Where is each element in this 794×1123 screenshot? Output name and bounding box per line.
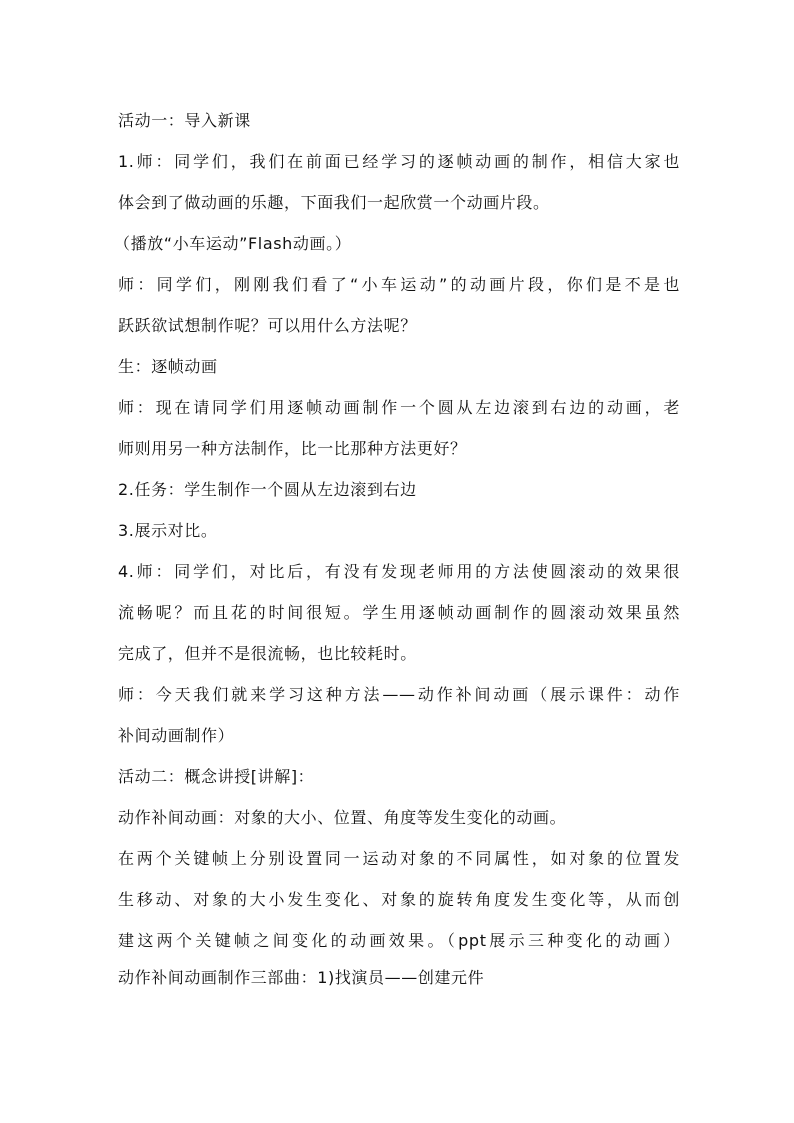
paragraph-line: 师：现在请同学们用逐帧动画制作一个圆从左边滚到右边的动画，老 xyxy=(118,398,680,417)
paragraph-line: 3.展示对比。 xyxy=(118,521,218,540)
paragraph-line: 师：今天我们就来学习这种方法——动作补间动画（展示课件：动作 xyxy=(118,685,680,704)
paragraph-line: 完成了，但并不是很流畅，也比较耗时。 xyxy=(118,644,417,663)
paragraph-line: 补间动画制作） xyxy=(118,726,235,745)
heading-activity-one: 活动一：导入新课 xyxy=(118,111,251,130)
paragraph-line: 4.师：同学们，对比后，有没有发现老师用的方法使圆滚动的效果很 xyxy=(118,562,680,581)
document-body xyxy=(114,100,680,998)
paragraph-line: 动作补间动画制作三部曲：1)找演员——创建元件 xyxy=(118,968,485,987)
paragraph-line: 建这两个关键帧之间变化的动画效果。（ppt展示三种变化的动画） xyxy=(118,931,680,950)
paragraph-line: （播放“小车运动”Flash动画。） xyxy=(114,234,352,253)
paragraph-line: 师：同学们，刚刚我们看了“小车运动”的动画片段，你们是不是也 xyxy=(118,275,680,294)
paragraph-line: 生移动、对象的大小发生变化、对象的旋转角度发生变化等，从而创 xyxy=(118,890,680,909)
paragraph-line: 师则用另一种方法制作，比一比那种方法更好？ xyxy=(118,439,467,458)
paragraph-line: 生：逐帧动画 xyxy=(118,357,218,376)
paragraph-line: 体会到了做动画的乐趣，下面我们一起欣赏一个动画片段。 xyxy=(118,193,550,212)
paragraph-line: 在两个关键帧上分别设置同一运动对象的不同属性，如对象的位置发 xyxy=(118,849,680,868)
heading-activity-two: 活动二：概念讲授[讲解]： xyxy=(118,767,315,786)
paragraph-line: 动作补间动画：对象的大小、位置、角度等发生变化的动画。 xyxy=(118,808,567,827)
paragraph-line: 流畅呢？而且花的时间很短。学生用逐帧动画制作的圆滚动效果虽然 xyxy=(118,603,680,622)
paragraph-line: 跃跃欲试想制作呢？可以用什么方法呢？ xyxy=(118,316,417,335)
paragraph-line: 1.师：同学们，我们在前面已经学习的逐帧动画的制作，相信大家也 xyxy=(118,152,680,171)
paragraph-line: 2.任务：学生制作一个圆从左边滚到右边 xyxy=(118,480,417,499)
